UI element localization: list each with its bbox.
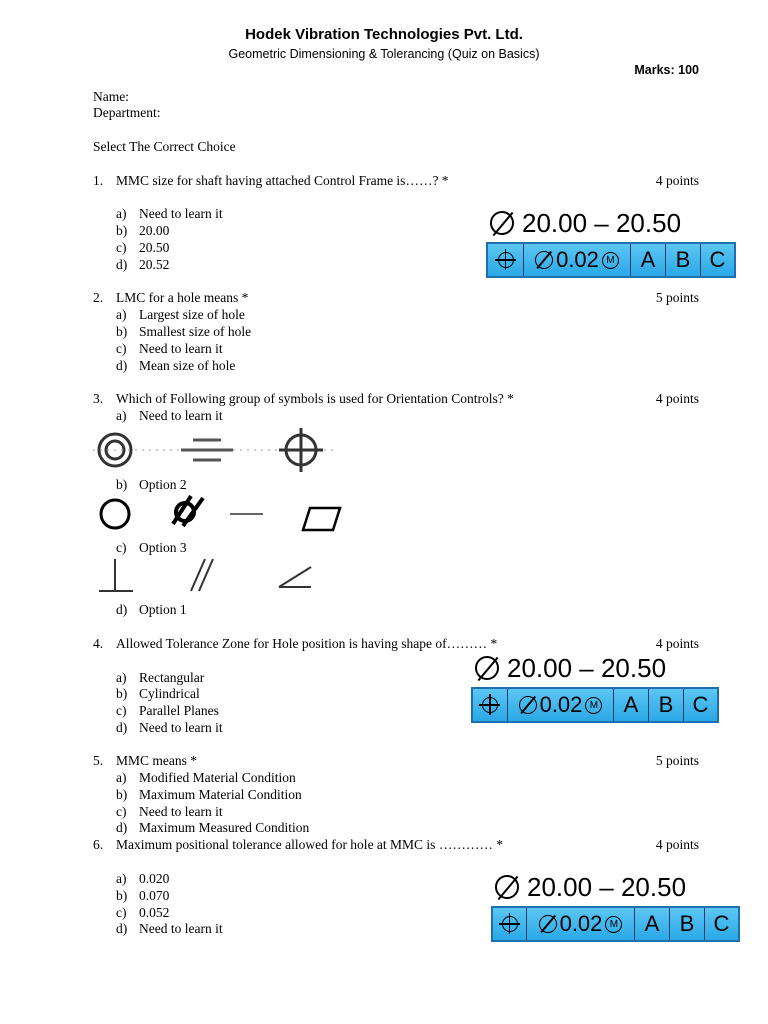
datum-c: C [713,911,730,936]
option-text[interactable]: Need to learn it [139,408,223,423]
position-icon [482,697,498,713]
option-letter: b) [116,787,128,802]
option-letter: b) [116,223,128,238]
option-text[interactable]: Modified Material Condition [139,770,296,785]
option-letter: c) [116,240,127,255]
datum-a: A [631,244,666,276]
option-letter: c) [116,804,127,819]
option-letter: c) [116,540,127,555]
datum-b: B [670,908,705,940]
feature-control-frame-image [491,872,741,944]
option-text[interactable]: Rectangular [139,670,205,685]
option-text[interactable]: Need to learn it [139,720,223,735]
mmc-modifier-icon: M [605,916,622,933]
quiz-subtitle: Geometric Dimensioning & Tolerancing (Quiz on Basics) [228,47,540,61]
option-text[interactable]: Need to learn it [139,804,223,819]
datum-b: B [649,689,684,721]
company-title: Hodek Vibration Technologies Pvt. Ltd. [245,26,523,43]
option-letter: c) [116,905,127,920]
option-letter: a) [116,408,127,423]
question-text: Maximum positional tolerance allowed for hole at MMC is ………… * [116,837,503,852]
datum-c: C [692,692,709,717]
diameter-icon [490,211,514,235]
option-letter: d) [116,257,128,272]
datum-a: A [614,689,649,721]
option-text[interactable]: Parallel Planes [139,703,219,718]
cylindricity-icon [173,496,203,526]
symbol-group-b-image [93,490,343,536]
option-text[interactable]: Need to learn it [139,206,223,221]
option-letter: c) [116,703,127,718]
position-icon [502,916,518,932]
question-points: 5 points [655,753,699,768]
question-text: Which of Following group of symbols is used for Orientation Controls? * [116,391,514,406]
symmetry-icon [181,440,233,460]
option-letter: c) [116,341,127,356]
name-label: Name: [93,89,129,104]
tolerance-value: 0.02 [539,692,583,717]
question-points: 4 points [655,636,699,651]
diameter-icon [519,696,537,714]
mmc-modifier-icon: M [602,252,619,269]
dimension-text: 20.00 – 20.50 [507,653,667,683]
question-points: 4 points [655,391,699,406]
question-number: 1. [93,173,104,188]
question-points: 4 points [655,173,699,188]
option-text[interactable]: 0.070 [139,888,170,903]
option-letter: a) [116,206,127,221]
option-letter: a) [116,670,127,685]
option-letter: d) [116,921,128,936]
option-letter: b) [116,888,128,903]
diameter-icon [539,915,557,933]
option-letter: d) [116,720,128,735]
perpendicularity-icon [99,559,133,591]
option-letter: b) [116,686,128,701]
feature-control-frame-image [486,208,736,280]
instruction: Select The Correct Choice [93,139,236,154]
mmc-modifier-icon: M [585,697,602,714]
parallelism-icon [191,559,213,591]
option-text[interactable]: Maximum Measured Condition [139,820,310,835]
option-text[interactable]: Maximum Material Condition [139,787,302,802]
option-text[interactable]: Cylindrical [139,686,200,701]
option-letter: d) [116,820,128,835]
option-text[interactable]: Largest size of hole [139,307,245,322]
option-text[interactable]: 20.00 [139,223,170,238]
option-text[interactable]: Need to learn it [139,341,223,356]
diameter-icon [535,251,553,269]
question-number: 2. [93,290,104,305]
option-letter: a) [116,871,127,886]
symbol-group-c-image [93,555,333,595]
option-text[interactable]: Mean size of hole [139,358,236,373]
option-text[interactable]: Option 3 [139,540,187,555]
question-number: 6. [93,837,104,852]
total-marks: Marks: 100 [634,63,699,77]
symbol-group-a-image [93,426,338,474]
option-text[interactable]: 0.052 [139,905,170,920]
question-text: MMC means * [116,753,197,768]
option-letter: d) [116,602,128,617]
dimension-text: 20.00 – 20.50 [527,872,687,902]
option-text[interactable]: 0.020 [139,871,170,886]
tolerance-value: 0.02 [559,911,603,936]
datum-a: A [635,908,670,940]
question-number: 3. [93,391,104,406]
question-text: MMC size for shaft having attached Control Frame is……? * [116,173,449,188]
datum-b: B [666,244,701,276]
option-letter: b) [116,477,128,492]
question-text: Allowed Tolerance Zone for Hole position is having shape of……… * [116,636,498,651]
option-text[interactable]: 20.52 [139,257,170,272]
option-letter: a) [116,307,127,322]
feature-control-frame-image [471,653,721,725]
option-letter: a) [116,770,127,785]
angularity-icon [279,567,311,587]
question-number: 4. [93,636,104,651]
circularity-icon [101,500,129,528]
option-letter: d) [116,358,128,373]
diameter-icon [475,656,499,680]
option-text[interactable]: Option 2 [139,477,187,492]
flatness-icon [303,508,340,530]
option-text[interactable]: Option 1 [139,602,187,617]
question-points: 4 points [655,837,699,852]
option-text[interactable]: Need to learn it [139,921,223,936]
question-text: LMC for a hole means * [116,290,249,305]
department-label: Department: [93,105,161,120]
question-points: 5 points [655,290,699,305]
option-text[interactable]: Smallest size of hole [139,324,252,339]
position-icon [498,252,514,268]
question-number: 5. [93,753,104,768]
option-text[interactable]: 20.50 [139,240,170,255]
tolerance-value: 0.02 [556,247,599,272]
option-letter: b) [116,324,128,339]
position-icon [279,428,323,472]
datum-c: C [709,247,726,272]
dimension-text: 20.00 – 20.50 [522,208,682,238]
diameter-icon [495,875,519,899]
